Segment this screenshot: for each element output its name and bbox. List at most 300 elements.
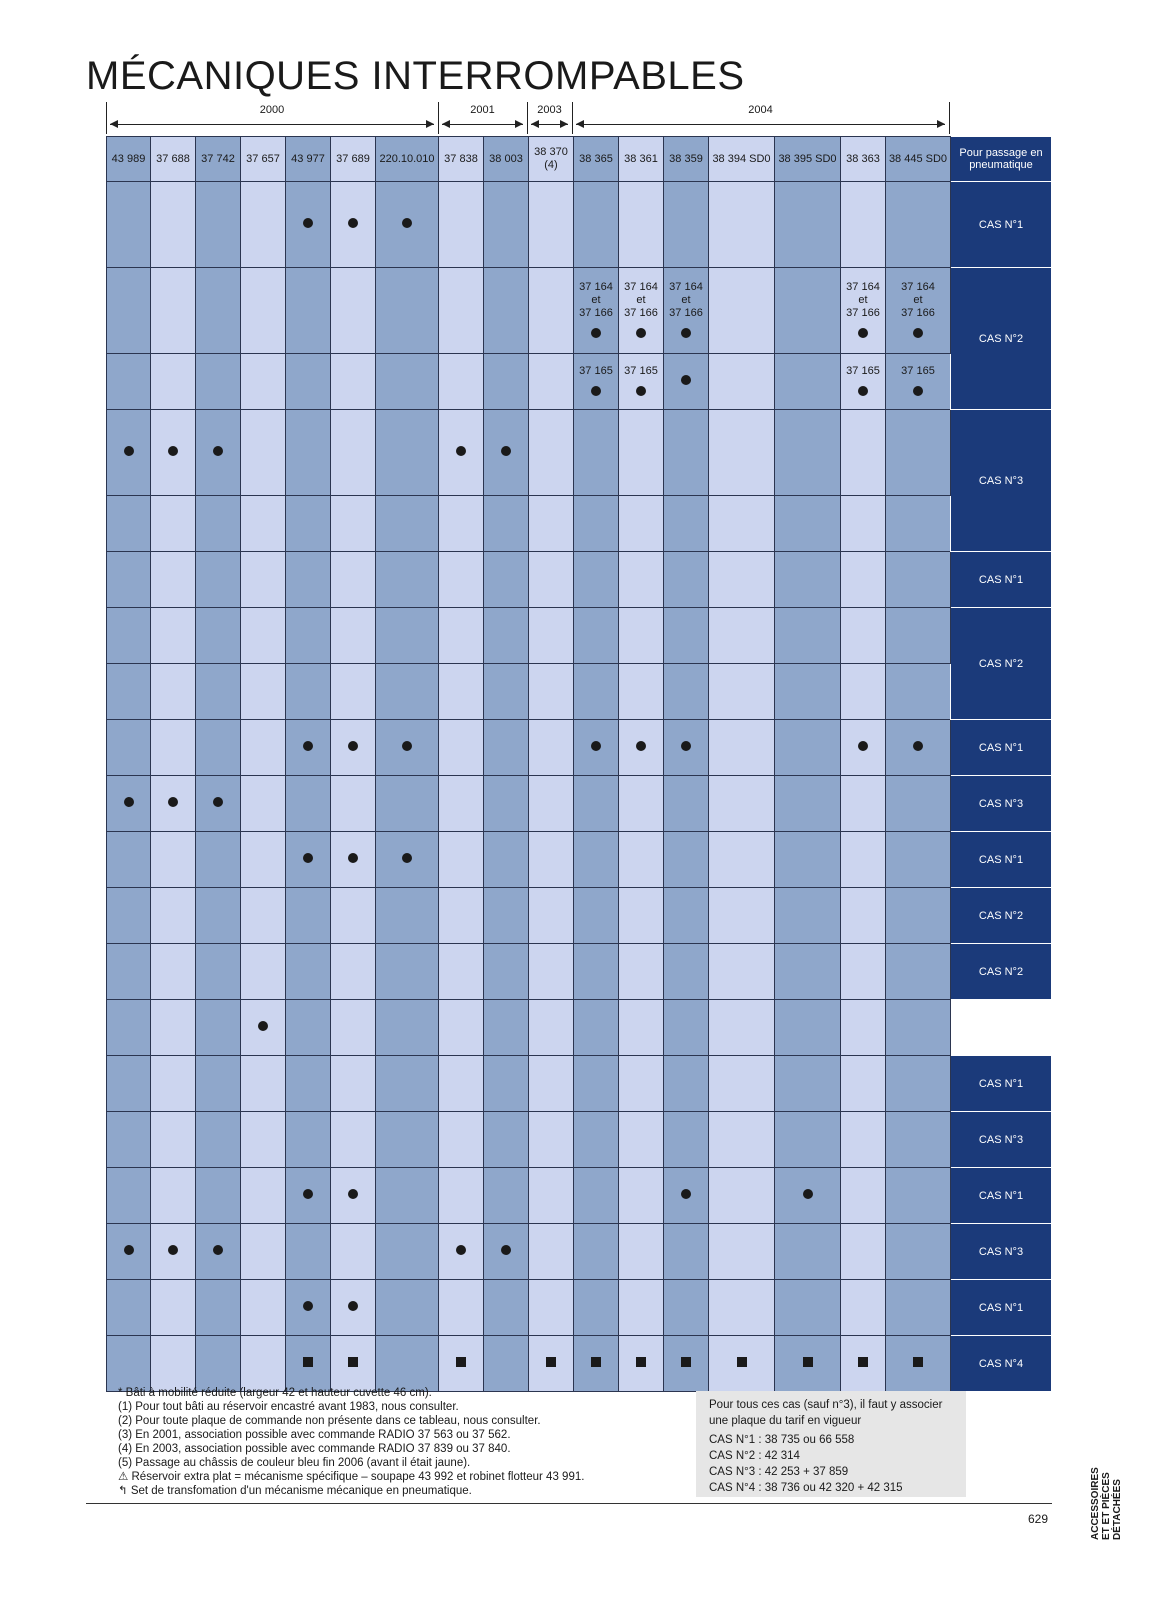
table-cell (241, 496, 286, 552)
table-cell (529, 888, 574, 944)
table-cell (574, 1280, 619, 1336)
table-cell (376, 1280, 439, 1336)
table-cell (331, 496, 376, 552)
table-cell (886, 776, 951, 832)
table-cell (574, 776, 619, 832)
table-cell (439, 1224, 484, 1280)
table-row (107, 608, 1052, 664)
bullet-mark (348, 1189, 358, 1199)
table-cell (331, 1056, 376, 1112)
table-cell (151, 1336, 196, 1392)
compatibility-table (106, 136, 1052, 1392)
cas-label: CAS N°2 (951, 944, 1052, 1000)
table-cell (664, 608, 709, 664)
table-cell (376, 354, 439, 410)
bullet-mark (591, 328, 601, 338)
column-header: 37 689 (331, 137, 376, 182)
table-row (107, 1168, 1052, 1224)
table-cell (241, 944, 286, 1000)
table-cell (619, 720, 664, 776)
plate-info-box (696, 1391, 966, 1497)
bullet-mark (913, 328, 923, 338)
table-cell (664, 182, 709, 268)
table-cell (775, 1168, 841, 1224)
table-cell (376, 1000, 439, 1056)
cas-label: CAS N°2 (951, 268, 1052, 410)
table-cell (376, 720, 439, 776)
table-cell (574, 1168, 619, 1224)
footnote: * Bâti à mobilité réduite (largeur 42 et hauteur cuvette 46 cm). (118, 1387, 432, 1399)
table-cell (529, 1336, 574, 1392)
table-cell (107, 1000, 151, 1056)
bullet-mark (681, 328, 691, 338)
table-cell (886, 888, 951, 944)
year-label: 2003 (537, 104, 562, 116)
bullet-mark (636, 741, 646, 751)
table-cell (107, 888, 151, 944)
table-cell (619, 182, 664, 268)
bullet-mark (168, 1245, 178, 1255)
table-cell (151, 1224, 196, 1280)
table-cell (151, 1168, 196, 1224)
table-cell (484, 354, 529, 410)
table-cell (151, 354, 196, 410)
table-cell (331, 1000, 376, 1056)
table-cell (286, 1224, 331, 1280)
cas-label: CAS N°2 (951, 608, 1052, 720)
table-cell (439, 182, 484, 268)
table-cell (151, 496, 196, 552)
table-cell (376, 888, 439, 944)
table-cell (619, 832, 664, 888)
bullet-mark (303, 218, 313, 228)
cell-text: et (591, 293, 601, 306)
table-cell (775, 552, 841, 608)
table-cell (196, 552, 241, 608)
table-cell (619, 1112, 664, 1168)
table-cell (286, 410, 331, 496)
square-mark (681, 1357, 691, 1367)
bullet-mark (348, 853, 358, 863)
table-cell (709, 776, 775, 832)
table-cell (151, 552, 196, 608)
plate-info-heading: Pour tous ces cas (sauf n°3), il faut y associer une plaque du tarif en vigueur (709, 1399, 943, 1427)
table-cell (107, 776, 151, 832)
table-cell (439, 354, 484, 410)
footnote: (1) Pour tout bâti au réservoir encastré avant 1983, nous consulter. (118, 1401, 459, 1413)
table-cell (241, 1000, 286, 1056)
table-cell (709, 720, 775, 776)
table-cell (196, 1168, 241, 1224)
bullet-mark (456, 1245, 466, 1255)
table-cell (196, 944, 241, 1000)
table-row (107, 720, 1052, 776)
square-mark (636, 1357, 646, 1367)
table-cell (151, 268, 196, 354)
column-header: 38 394 SD0 (709, 137, 775, 182)
table-cell (286, 1336, 331, 1392)
table-cell (331, 888, 376, 944)
table-cell (574, 664, 619, 720)
table-cell (619, 944, 664, 1000)
table-cell (286, 1280, 331, 1336)
table-cell (886, 1112, 951, 1168)
table-cell (196, 1224, 241, 1280)
table-cell (664, 354, 709, 410)
table-cell (286, 268, 331, 354)
table-cell (439, 496, 484, 552)
table-cell (331, 664, 376, 720)
table-cell (709, 664, 775, 720)
table-cell (439, 832, 484, 888)
table-cell (196, 1112, 241, 1168)
table-cell (886, 354, 951, 410)
table-row (107, 1280, 1052, 1336)
table-cell (886, 1224, 951, 1280)
plate-info-item: CAS N°3 : 42 253 + 37 859 (709, 1466, 849, 1478)
table-cell (841, 1336, 886, 1392)
table-cell (286, 720, 331, 776)
table-cell (151, 944, 196, 1000)
column-header: 38 395 SD0 (775, 137, 841, 182)
footnote: ↰ Set de transfomation d'un mécanisme mécanique en pneumatique. (118, 1485, 472, 1497)
table-cell (574, 1000, 619, 1056)
year-label: 2000 (259, 104, 285, 116)
table-cell (664, 1336, 709, 1392)
table-cell (664, 776, 709, 832)
table-cell (107, 1112, 151, 1168)
table-cell (439, 268, 484, 354)
table-cell (886, 182, 951, 268)
table-cell (196, 1336, 241, 1392)
footnote: ⚠ Réservoir extra plat = mécanisme spécifique – soupape 43 992 et robinet flotteur 43 991. (118, 1471, 585, 1483)
table-cell (529, 410, 574, 496)
table-cell (241, 888, 286, 944)
table-cell (376, 410, 439, 496)
table-cell (529, 720, 574, 776)
table-cell (529, 944, 574, 1000)
table-cell (376, 776, 439, 832)
table-cell (886, 1336, 951, 1392)
square-mark (591, 1357, 601, 1367)
table-cell (484, 1056, 529, 1112)
table-cell (241, 664, 286, 720)
table-cell (709, 1168, 775, 1224)
table-cell (439, 776, 484, 832)
table-cell (484, 1000, 529, 1056)
table-cell (196, 182, 241, 268)
table-cell (709, 608, 775, 664)
table-cell (709, 268, 775, 354)
table-cell (841, 888, 886, 944)
bullet-mark (858, 741, 868, 751)
table-cell (619, 1224, 664, 1280)
table-cell (841, 1056, 886, 1112)
footnotes (118, 1386, 698, 1498)
table-cell (107, 720, 151, 776)
table-row (107, 1000, 1052, 1056)
table-cell (151, 1280, 196, 1336)
table-cell (664, 552, 709, 608)
table-cell (439, 1056, 484, 1112)
table-cell (484, 664, 529, 720)
table-cell (196, 410, 241, 496)
table-cell (196, 1056, 241, 1112)
section-side-label (1090, 1467, 1123, 1540)
table-cell (841, 268, 886, 354)
table-cell (886, 664, 951, 720)
table-cell (484, 268, 529, 354)
table-cell (775, 1112, 841, 1168)
table-cell (709, 1224, 775, 1280)
bullet-mark (303, 1189, 313, 1199)
table-cell (107, 832, 151, 888)
table-cell (841, 1168, 886, 1224)
table-cell (241, 1336, 286, 1392)
table-cell (709, 354, 775, 410)
table-cell (331, 410, 376, 496)
table-cell (484, 944, 529, 1000)
table-cell (241, 608, 286, 664)
table-cell (574, 1112, 619, 1168)
table-cell (107, 944, 151, 1000)
table-cell (286, 1112, 331, 1168)
table-cell (664, 1168, 709, 1224)
table-cell (286, 552, 331, 608)
side-label-line: DÉTACHÉES (1112, 1479, 1123, 1540)
table-cell (574, 1336, 619, 1392)
column-header: 38 363 (841, 137, 886, 182)
table-cell (664, 720, 709, 776)
table-cell (709, 552, 775, 608)
table-cell (286, 608, 331, 664)
table-row (107, 1224, 1052, 1280)
column-header: 37 742 (196, 137, 241, 182)
table-cell (151, 888, 196, 944)
cas-label: CAS N°1 (951, 832, 1052, 888)
table-cell (841, 1224, 886, 1280)
table-cell (529, 268, 574, 354)
table-cell (196, 888, 241, 944)
table-row (107, 1056, 1052, 1112)
table-cell (331, 1224, 376, 1280)
table-cell (107, 182, 151, 268)
bullet-mark (402, 218, 412, 228)
table-cell (484, 1224, 529, 1280)
table-cell (529, 1000, 574, 1056)
table-cell (775, 182, 841, 268)
year-label: 2004 (748, 104, 773, 116)
table-cell (286, 182, 331, 268)
table-row (107, 410, 1052, 496)
cas-label: CAS N°1 (951, 720, 1052, 776)
column-header: 37 688 (151, 137, 196, 182)
plate-info-item: CAS N°4 : 38 736 ou 42 320 + 42 315 (709, 1482, 903, 1494)
cas-label: CAS N°3 (951, 776, 1052, 832)
cas-label: CAS N°3 (951, 1112, 1052, 1168)
column-header: 38 003 (484, 137, 529, 182)
table-cell (619, 552, 664, 608)
cell-text: 37 166 (579, 306, 613, 319)
table-cell (331, 268, 376, 354)
bullet-mark (303, 853, 313, 863)
table-cell (529, 496, 574, 552)
table-cell (484, 182, 529, 268)
bullet-mark (402, 741, 412, 751)
table-cell (241, 720, 286, 776)
table-cell (886, 608, 951, 664)
table-cell (331, 1112, 376, 1168)
table-cell (151, 608, 196, 664)
table-cell (196, 720, 241, 776)
square-mark (456, 1357, 466, 1367)
table-cell (775, 664, 841, 720)
table-cell (286, 944, 331, 1000)
table-cell (664, 1056, 709, 1112)
table-cell (775, 410, 841, 496)
footnote: (5) Passage au châssis de couleur bleu fin 2006 (avant il était jaune). (118, 1457, 471, 1469)
square-mark (803, 1357, 813, 1367)
bullet-mark (168, 446, 178, 456)
table-cell (241, 182, 286, 268)
bullet-mark (591, 741, 601, 751)
table-cell (484, 1280, 529, 1336)
table-cell (886, 944, 951, 1000)
bullet-mark (803, 1189, 813, 1199)
table-cell (107, 496, 151, 552)
table-row (107, 664, 1052, 720)
page-title: MÉCANIQUES INTERROMPABLES (86, 54, 745, 98)
table-cell (529, 182, 574, 268)
bullet-mark (348, 1301, 358, 1311)
year-label: 2001 (470, 104, 495, 116)
column-header (529, 137, 574, 182)
cas-label: CAS N°1 (951, 1280, 1052, 1336)
bullet-mark (681, 375, 691, 385)
cell-text: 37 166 (624, 306, 658, 319)
table-cell (841, 1280, 886, 1336)
cas-label: CAS N°1 (951, 552, 1052, 608)
bullet-mark (858, 328, 868, 338)
square-mark (737, 1357, 747, 1367)
table-cell (709, 1000, 775, 1056)
bullet-mark (456, 446, 466, 456)
table-cell (619, 776, 664, 832)
table-cell (439, 888, 484, 944)
table-cell (376, 1056, 439, 1112)
table-cell (709, 832, 775, 888)
table-cell (709, 944, 775, 1000)
bullet-mark (213, 797, 223, 807)
table-cell (331, 720, 376, 776)
table-cell (241, 776, 286, 832)
table-cell (484, 1336, 529, 1392)
table-cell (619, 1056, 664, 1112)
cell-text: 37 165 (901, 364, 935, 377)
table-cell (484, 1168, 529, 1224)
table-cell (529, 552, 574, 608)
table-cell (286, 1056, 331, 1112)
bullet-mark (303, 1301, 313, 1311)
table-cell (331, 552, 376, 608)
table-cell (286, 354, 331, 410)
table-row (107, 268, 1052, 354)
table-cell (709, 888, 775, 944)
table-cell (196, 664, 241, 720)
table-cell (376, 1168, 439, 1224)
bullet-mark (913, 386, 923, 396)
year-2004 (572, 102, 949, 134)
table-cell (107, 1336, 151, 1392)
table-cell (241, 1168, 286, 1224)
table-cell (196, 832, 241, 888)
table-cell (241, 832, 286, 888)
table-cell (484, 410, 529, 496)
table-cell (151, 1000, 196, 1056)
column-header: 38 359 (664, 137, 709, 182)
table-cell (775, 1056, 841, 1112)
bullet-mark (124, 446, 134, 456)
bullet-mark (213, 446, 223, 456)
table-cell (709, 496, 775, 552)
bullet-mark (913, 741, 923, 751)
divider (86, 1503, 1052, 1504)
cell-text: et (913, 293, 923, 306)
table-cell (775, 268, 841, 354)
table-row (107, 1112, 1052, 1168)
table-cell (196, 1280, 241, 1336)
bullet-mark (591, 386, 601, 396)
table-cell (709, 1280, 775, 1336)
table-cell (664, 944, 709, 1000)
table-cell (619, 1168, 664, 1224)
cell-text: et (636, 293, 646, 306)
table-cell (241, 1224, 286, 1280)
table-cell (775, 888, 841, 944)
table-cell (619, 1280, 664, 1336)
table-cell (619, 1336, 664, 1392)
square-mark (858, 1357, 868, 1367)
table-cell (775, 354, 841, 410)
column-header: 43 977 (286, 137, 331, 182)
bullet-mark (348, 741, 358, 751)
square-mark (913, 1357, 923, 1367)
bullet-mark (858, 386, 868, 396)
table-cell (886, 552, 951, 608)
table-cell (664, 1112, 709, 1168)
table-cell (439, 552, 484, 608)
table-cell (775, 1280, 841, 1336)
table-cell (664, 1280, 709, 1336)
table-cell (376, 1224, 439, 1280)
table-cell (484, 552, 529, 608)
table-cell (529, 832, 574, 888)
table-cell (529, 664, 574, 720)
cell-text: 37 165 (579, 364, 613, 377)
table-cell (619, 664, 664, 720)
table-cell (241, 354, 286, 410)
bullet-mark (124, 1245, 134, 1255)
table-cell (619, 268, 664, 354)
table-cell (376, 496, 439, 552)
table-cell (376, 1112, 439, 1168)
table-cell (107, 1168, 151, 1224)
bullet-mark (681, 1189, 691, 1199)
table-cell (775, 1336, 841, 1392)
year-2000 (106, 102, 438, 134)
table-row (107, 832, 1052, 888)
table-cell (439, 410, 484, 496)
